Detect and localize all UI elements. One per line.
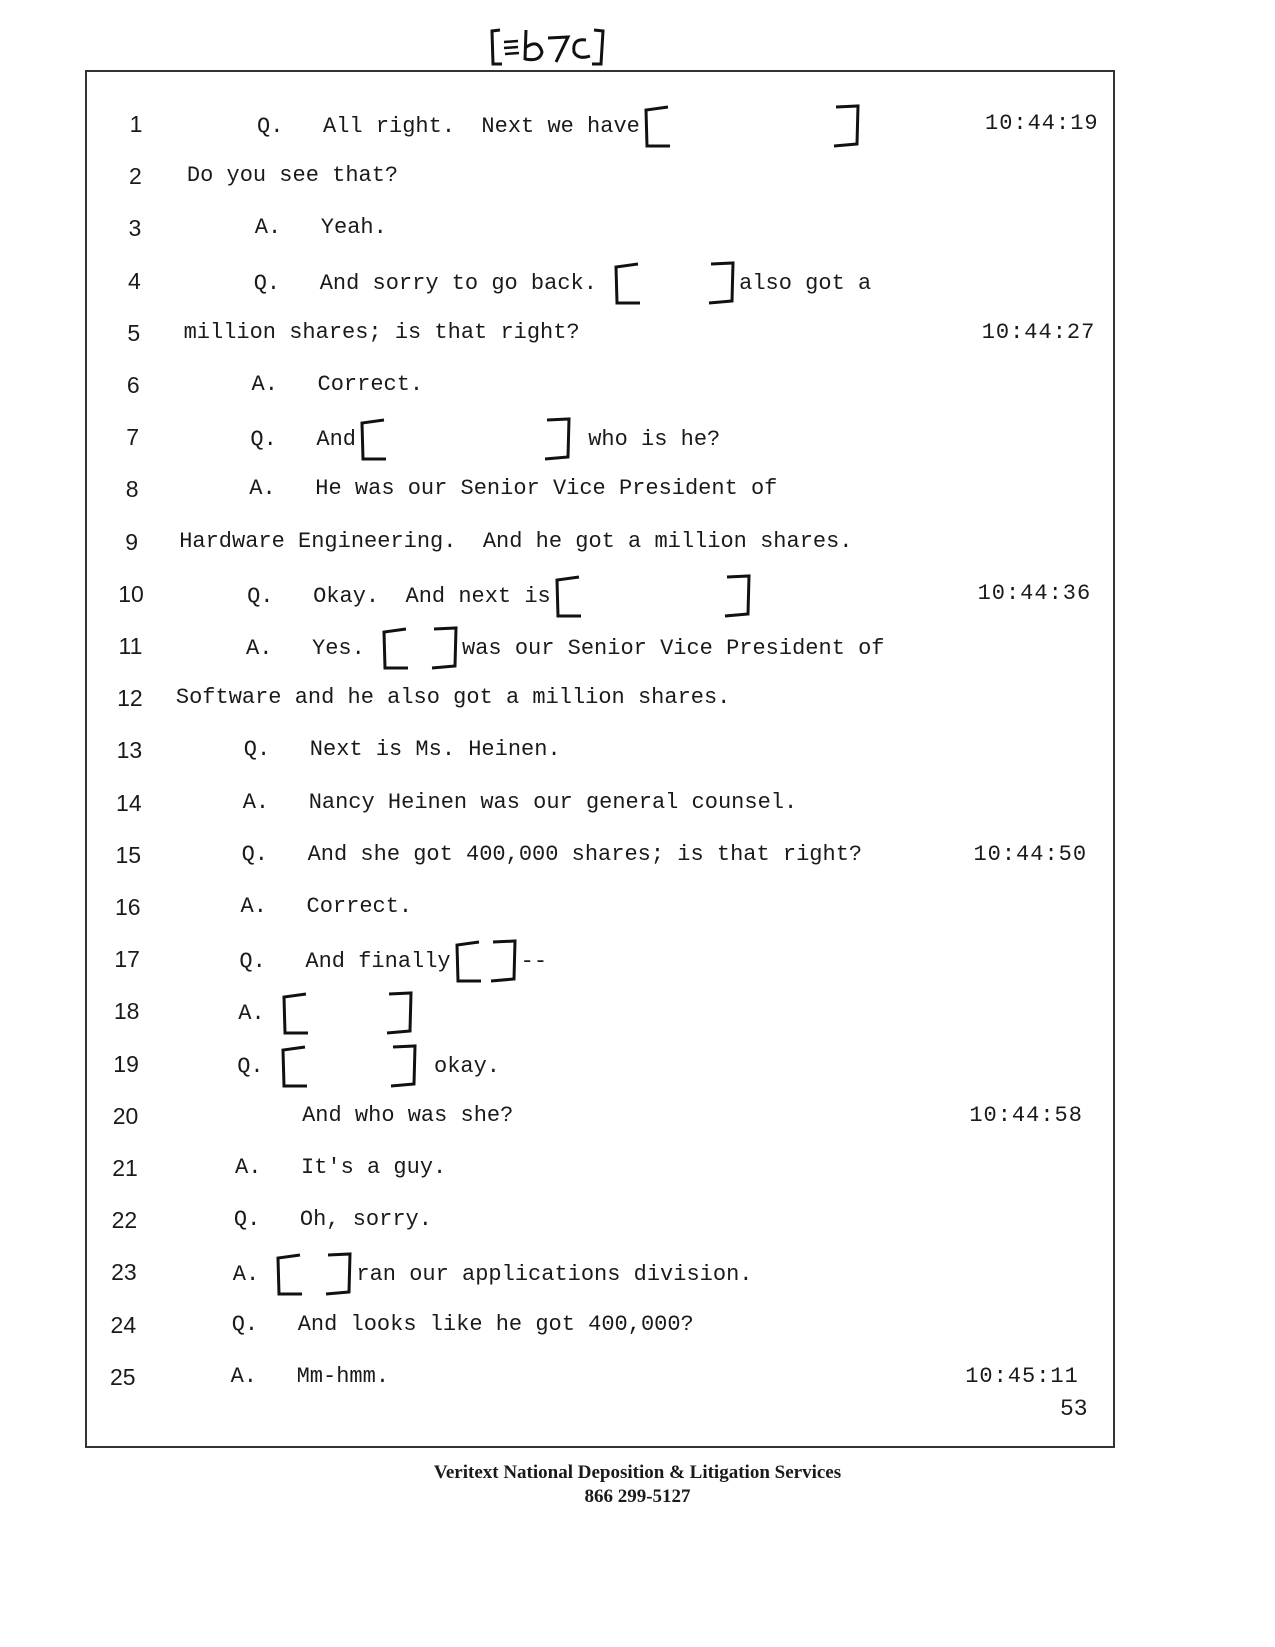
text-segment: A. He was our Senior Vice President of <box>249 476 778 502</box>
line-text <box>241 887 413 927</box>
line-text <box>242 835 863 875</box>
line-text <box>236 1096 513 1136</box>
transcript-line <box>0 730 1275 770</box>
timestamp: 10:44:36 <box>977 580 1092 606</box>
redaction-bracket <box>280 991 415 1035</box>
line-number: 16 <box>114 894 141 920</box>
line-number: 8 <box>125 476 139 503</box>
text-segment: Q. And looks like he got 400,000? <box>231 1311 694 1337</box>
text-segment: Q. And she got 400,000 shares; is that right? <box>241 841 863 867</box>
transcript-line <box>0 574 1275 614</box>
redaction-bracket <box>380 626 460 670</box>
line-text <box>232 1305 694 1345</box>
text-segment: Q. And finally <box>239 949 451 974</box>
text-segment: A. Yes. <box>246 635 379 661</box>
transcript-line <box>0 887 1275 927</box>
redaction-bracket <box>612 261 737 305</box>
line-text <box>255 208 387 248</box>
line-text <box>231 1357 389 1397</box>
line-text <box>187 156 398 196</box>
timestamp: 10:44:27 <box>981 319 1096 345</box>
transcript-line <box>0 835 1275 875</box>
line-text <box>238 991 417 1035</box>
line-text <box>235 1148 446 1188</box>
redaction-bracket <box>553 574 753 618</box>
line-text <box>243 783 798 823</box>
text-segment: million shares; is that right? <box>183 319 580 345</box>
bracket-icon <box>612 261 737 305</box>
line-text <box>233 1252 753 1296</box>
line-text <box>237 1044 500 1088</box>
line-number: 6 <box>126 372 140 398</box>
handwritten-b7c-mark <box>490 26 606 68</box>
text-segment: ran our applications division. <box>356 1262 753 1288</box>
line-text <box>244 730 561 770</box>
transcript-line <box>0 1305 1275 1345</box>
redaction-bracket <box>642 104 862 148</box>
text-segment: Q. And sorry to go back. <box>253 270 611 296</box>
line-text <box>247 574 755 618</box>
text-segment: Software and he also got a million shares. <box>175 685 731 711</box>
timestamp: 10:45:11 <box>965 1363 1079 1389</box>
line-number: 4 <box>127 267 141 294</box>
line-number: 22 <box>111 1207 138 1234</box>
line-number: 9 <box>125 528 138 555</box>
text-segment: Q. All right. Next we have <box>257 113 640 139</box>
handwritten-redaction-code <box>490 26 606 68</box>
transcript-line <box>0 208 1275 248</box>
text-segment: A. Nancy Heinen was our general counsel. <box>242 789 798 815</box>
line-number: 24 <box>110 1311 137 1338</box>
line-number: 7 <box>126 424 140 451</box>
bracket-icon <box>274 1252 354 1296</box>
transcript-line <box>0 1357 1275 1397</box>
text-segment: A. It's a guy. <box>235 1155 447 1180</box>
line-text <box>239 939 547 983</box>
redaction-bracket <box>279 1044 419 1088</box>
transcript-line <box>0 365 1275 405</box>
line-number: 13 <box>116 737 143 764</box>
line-number: 23 <box>111 1259 137 1286</box>
line-number: 14 <box>116 789 142 816</box>
line-text <box>257 104 864 148</box>
transcript-line <box>0 939 1275 979</box>
page-number: 53 <box>1060 1396 1088 1422</box>
transcript-line <box>0 991 1275 1031</box>
line-number: 17 <box>114 946 140 973</box>
bracket-icon <box>642 104 862 148</box>
text-segment: A. Mm-hmm. <box>230 1363 390 1389</box>
text-segment: Q. Next is Ms. Heinen. <box>243 737 561 763</box>
text-segment: okay. <box>420 1053 501 1079</box>
bracket-icon <box>358 417 573 461</box>
line-number: 1 <box>129 111 143 137</box>
line-number: 21 <box>112 1155 138 1181</box>
redaction-bracket <box>358 417 573 461</box>
text-segment: A. Correct. <box>251 372 424 397</box>
transcript-line <box>0 156 1275 196</box>
line-text <box>176 678 731 718</box>
line-number: 11 <box>118 633 143 659</box>
line-text <box>179 522 852 562</box>
text-segment: Q. And <box>250 427 357 452</box>
text-segment: Hardware Engineering. And he got a million shares. <box>179 528 853 554</box>
text-segment: A. <box>238 1001 278 1027</box>
redaction-bracket <box>453 939 519 983</box>
text-segment: Q. Okay. And next is <box>247 583 551 609</box>
transcript-line <box>0 626 1275 666</box>
line-number: 5 <box>127 319 141 346</box>
line-number: 3 <box>128 215 142 242</box>
footer-company: Veritext National Deposition & Litigation Services <box>433 1462 842 1483</box>
timestamp: 10:44:50 <box>973 841 1088 867</box>
transcript-line <box>0 678 1275 718</box>
bracket-icon <box>279 1044 419 1088</box>
bracket-icon <box>553 574 753 618</box>
timestamp: 10:44:58 <box>969 1102 1083 1128</box>
transcript-line <box>0 783 1275 823</box>
text-segment: -- <box>520 949 548 974</box>
text-segment: A. Yeah. <box>254 215 387 241</box>
line-number: 25 <box>110 1363 136 1390</box>
text-segment: And who was she? <box>236 1102 514 1128</box>
text-segment: Do you see that? <box>186 163 399 189</box>
text-segment: Q. Oh, sorry. <box>233 1207 432 1233</box>
transcript-line <box>0 522 1275 562</box>
transcript-line <box>0 417 1275 457</box>
transcript-line <box>0 1096 1275 1136</box>
transcript-line <box>0 1148 1275 1188</box>
line-number: 19 <box>113 1050 139 1077</box>
text-segment: Q. <box>237 1053 277 1079</box>
line-number: 18 <box>113 998 140 1025</box>
text-segment: was our Senior Vice President of <box>462 635 885 661</box>
footer-phone: 866 299-5127 <box>584 1486 691 1507</box>
line-number: 15 <box>115 841 142 868</box>
text-segment: who is he? <box>575 427 721 452</box>
transcript-line <box>0 1252 1275 1292</box>
line-text <box>246 626 885 670</box>
line-text <box>250 417 720 461</box>
bracket-icon <box>453 939 519 983</box>
line-text <box>249 469 777 509</box>
transcript-line <box>0 1044 1275 1084</box>
line-number: 2 <box>129 163 142 190</box>
text-segment: A. Correct. <box>240 894 413 919</box>
line-text <box>254 261 872 305</box>
text-segment: also got a <box>739 270 872 296</box>
bracket-icon <box>280 991 415 1035</box>
transcript-line <box>0 469 1275 509</box>
transcript-line <box>0 261 1275 301</box>
transcript-line <box>0 104 1275 144</box>
line-text <box>234 1200 432 1240</box>
bracket-icon <box>380 626 460 670</box>
transcript-line <box>0 313 1275 353</box>
line-text <box>184 313 580 353</box>
line-text <box>252 365 424 405</box>
line-number: 20 <box>112 1102 139 1129</box>
timestamp: 10:44:19 <box>985 111 1099 136</box>
line-number: 12 <box>117 685 143 712</box>
transcript-line <box>0 1200 1275 1240</box>
redaction-bracket <box>274 1252 354 1296</box>
text-segment: A. <box>232 1262 273 1288</box>
line-number: 10 <box>118 580 144 607</box>
